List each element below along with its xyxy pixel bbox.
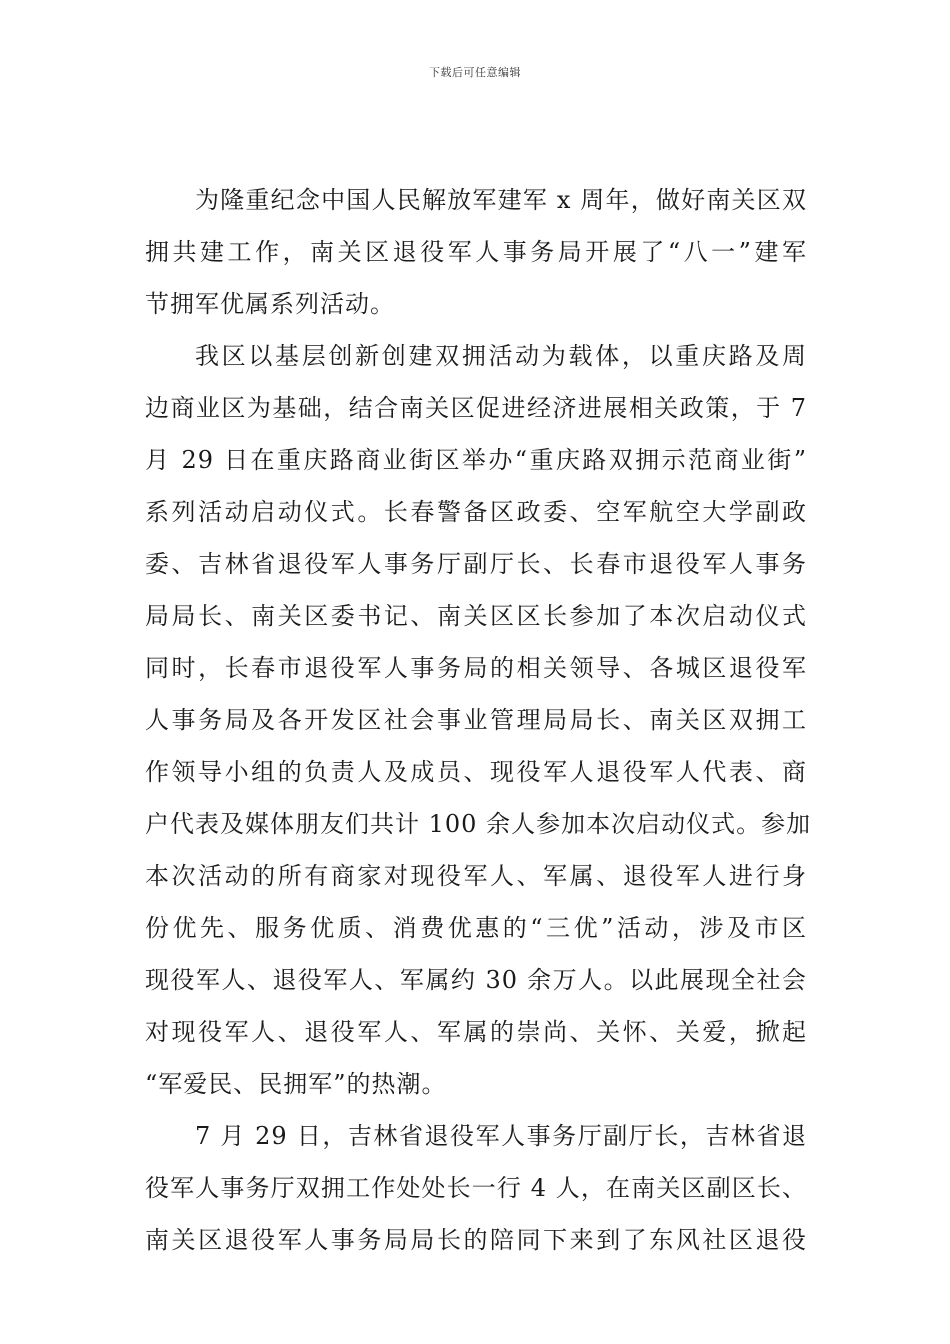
paragraph-2-line-12: 份优先、服务优质、消费优惠的“三优”活动，涉及市区	[145, 914, 807, 942]
paragraph-2-line-4: 系列活动启动仪式。长春警备区政委、空军航空大学副政	[145, 498, 807, 526]
paragraph-3-line-1: 7 月 29 日，吉林省退役军人事务厅副厅长，吉林省退	[195, 1122, 807, 1150]
paragraph-2-line-2: 边商业区为基础，结合南关区促进经济进展相关政策，于 7	[145, 394, 807, 422]
document-body	[145, 174, 812, 1266]
paragraph-2-line-8: 人事务局及各开发区社会事业管理局局长、南关区双拥工	[145, 706, 807, 734]
paragraph-2-line-6: 局局长、南关区委书记、南关区区长参加了本次启动仪式	[145, 602, 807, 630]
paragraph-2-line-7: 同时，长春市退役军人事务局的相关领导、各城区退役军	[145, 654, 807, 682]
paragraph-2-line-11: 本次活动的所有商家对现役军人、军属、退役军人进行身	[145, 862, 807, 890]
paragraph-2-line-14: 对现役军人、退役军人、军属的崇尚、关怀、关爱，掀起	[145, 1018, 807, 1046]
paragraph-2-line-15: “军爱民、民拥军”的热潮。	[145, 1070, 447, 1098]
paragraph-1-line-3: 节拥军优属系列活动。	[145, 290, 395, 318]
paragraph-2-line-13: 现役军人、退役军人、军属约 30 余万人。以此展现全社会	[145, 966, 807, 994]
paragraph-2-line-3: 月 29 日在重庆路商业街区举办“重庆路双拥示范商业街”	[145, 446, 807, 474]
page-header: 下载后可任意编辑	[429, 66, 521, 79]
paragraph-1-line-1: 为隆重纪念中国人民解放军建军 x 周年，做好南关区双	[195, 186, 807, 214]
paragraph-2-line-1: 我区以基层创新创建双拥活动为载体，以重庆路及周	[195, 342, 807, 370]
paragraph-2-line-5: 委、吉林省退役军人事务厅副厅长、长春市退役军人事务	[145, 550, 807, 578]
paragraph-2-line-9: 作领导小组的负责人及成员、现役军人退役军人代表、商	[145, 758, 807, 786]
paragraph-3-line-3: 南关区退役军人事务局局长的陪同下来到了东风社区退役	[145, 1226, 807, 1254]
paragraph-1-line-2: 拥共建工作，南关区退役军人事务局开展了“八一”建军	[145, 238, 807, 266]
paragraph-3-line-2: 役军人事务厅双拥工作处处长一行 4 人，在南关区副区长、	[145, 1174, 807, 1202]
paragraph-2-line-10: 户代表及媒体朋友们共计 100 余人参加本次启动仪式。参加	[145, 810, 812, 838]
